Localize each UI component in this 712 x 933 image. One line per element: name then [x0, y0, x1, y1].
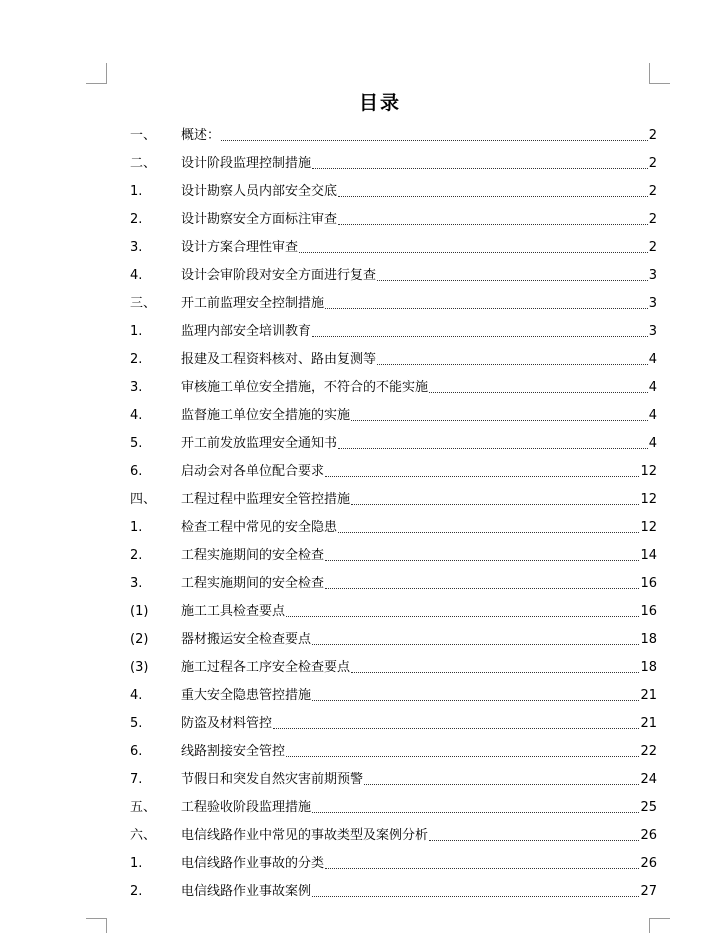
toc-entry-number: 3. [130, 576, 143, 591]
toc-entry-page: 3 [648, 268, 657, 283]
toc-dot-leader [377, 363, 648, 365]
toc-entry-page: 16 [640, 576, 657, 591]
toc-entry-text: 工程验收阶段监理措施 [181, 800, 312, 815]
toc-entry[interactable] [130, 400, 657, 428]
toc-entry[interactable] [130, 792, 657, 820]
toc-entry-text: 监理内部安全培训教育 [181, 324, 312, 339]
toc-entry-page: 4 [648, 352, 657, 367]
toc-entry-text: 启动会对各单位配合要求 [181, 464, 325, 479]
crop-mark-bottom-right [649, 918, 670, 933]
toc-dot-leader [338, 447, 648, 449]
toc-entry-page: 2 [648, 240, 657, 255]
toc-entry-number: 3. [130, 380, 143, 395]
toc-title: 目录 [358, 92, 401, 114]
toc-entry-page: 3 [648, 324, 657, 339]
toc-dot-leader [351, 671, 639, 673]
toc-entry-text: 器材搬运安全检查要点 [181, 632, 312, 647]
toc-dot-leader [429, 839, 639, 841]
toc-dot-leader [221, 139, 648, 141]
toc-entry-number: 6. [130, 744, 143, 759]
toc-entry-number: 五、 [130, 800, 157, 815]
toc-entry-number: 4. [130, 408, 143, 423]
toc-entry-page: 27 [640, 884, 657, 899]
toc-entry-page: 2 [648, 212, 657, 227]
toc-entry-number: 4. [130, 688, 143, 703]
toc-entry[interactable] [130, 876, 657, 904]
toc-dot-leader [312, 699, 639, 701]
toc-entry[interactable] [130, 624, 657, 652]
toc-dot-leader [325, 559, 639, 561]
toc-entry-page: 26 [640, 856, 657, 871]
toc-entry-page: 2 [648, 184, 657, 199]
toc-entry-number: 四、 [130, 492, 157, 507]
toc-entry-text: 检查工程中常见的安全隐患 [181, 520, 338, 535]
toc-entry-text: 工程实施期间的安全检查 [181, 576, 325, 591]
toc-entry[interactable] [130, 204, 657, 232]
toc-entry[interactable] [130, 120, 657, 148]
toc-entry-number: (1) [130, 604, 149, 619]
toc-entry[interactable] [130, 708, 657, 736]
toc-entry-page: 4 [648, 436, 657, 451]
toc-entry-number: 2. [130, 352, 143, 367]
toc-entry-number: 一、 [130, 128, 157, 143]
toc-dot-leader [325, 475, 639, 477]
toc-entry-text: 设计勘察安全方面标注审查 [181, 212, 338, 227]
toc-entry[interactable] [130, 316, 657, 344]
toc-entry-page: 2 [648, 156, 657, 171]
toc-entry[interactable] [130, 764, 657, 792]
toc-entry-text: 概述： [181, 128, 221, 143]
toc-dot-leader [286, 755, 639, 757]
toc-entry[interactable] [130, 344, 657, 372]
toc-entry-page: 4 [648, 380, 657, 395]
toc-entry-number: 4. [130, 268, 143, 283]
toc-entry-number: 6. [130, 464, 143, 479]
toc-dot-leader [312, 167, 648, 169]
toc-dot-leader [377, 279, 648, 281]
toc-entry-number: 六、 [130, 828, 157, 843]
toc-dot-leader [299, 251, 648, 253]
toc-entry-text: 施工工具检查要点 [181, 604, 286, 619]
toc-entry-page: 22 [640, 744, 657, 759]
toc-entry-text: 工程实施期间的安全检查 [181, 548, 325, 563]
toc-entry-page: 18 [640, 632, 657, 647]
toc-entry-text: 重大安全隐患管控措施 [181, 688, 312, 703]
toc-dot-leader [325, 867, 639, 869]
toc-entry[interactable] [130, 596, 657, 624]
toc-entry-page: 12 [640, 464, 657, 479]
crop-mark-top-right [649, 63, 670, 84]
toc-entry[interactable] [130, 568, 657, 596]
toc-entry-text: 开工前监理安全控制措施 [181, 296, 325, 311]
toc-entry-number: 2. [130, 548, 143, 563]
toc-dot-leader [338, 531, 639, 533]
toc-dot-leader [273, 727, 639, 729]
toc-entry[interactable] [130, 372, 657, 400]
toc-entry[interactable] [130, 512, 657, 540]
toc-entry[interactable] [130, 484, 657, 512]
toc-dot-leader [429, 391, 648, 393]
toc-entry[interactable] [130, 456, 657, 484]
toc-dot-leader [338, 223, 648, 225]
toc-entry-text: 施工过程各工序安全检查要点 [181, 660, 351, 675]
toc-dot-leader [286, 615, 639, 617]
toc-entry-text: 开工前发放监理安全通知书 [181, 436, 338, 451]
toc-entry-text: 节假日和突发自然灾害前期预警 [181, 772, 364, 787]
toc-entry-text: 电信线路作业事故案例 [181, 884, 312, 899]
toc-entry[interactable] [130, 428, 657, 456]
toc-entry[interactable] [130, 148, 657, 176]
toc-entry[interactable] [130, 652, 657, 680]
toc-entry-number: 7. [130, 772, 143, 787]
toc-dot-leader [312, 643, 639, 645]
toc-dot-leader [351, 419, 648, 421]
toc-entry[interactable] [130, 540, 657, 568]
crop-mark-bottom-left [86, 918, 107, 933]
toc-entry-text: 设计勘察人员内部安全交底 [181, 184, 338, 199]
toc-entry[interactable] [130, 288, 657, 316]
toc-entry-number: 2. [130, 884, 143, 899]
crop-mark-top-left [86, 63, 107, 84]
toc-entry-number: (3) [130, 660, 149, 675]
toc-entry-number: (2) [130, 632, 149, 647]
toc-entry[interactable] [130, 260, 657, 288]
toc-entry-page: 12 [640, 520, 657, 535]
toc-entry-page: 25 [640, 800, 657, 815]
toc-dot-leader [325, 587, 639, 589]
toc-entry-number: 1. [130, 324, 143, 339]
toc-entry[interactable] [130, 736, 657, 764]
toc-entry[interactable] [130, 680, 657, 708]
toc-entry-text: 电信线路作业中常见的事故类型及案例分析 [181, 828, 429, 843]
toc-entry-page: 2 [648, 128, 657, 143]
toc-entry-page: 21 [640, 716, 657, 731]
toc-dot-leader [351, 503, 639, 505]
toc-dot-leader [325, 307, 648, 309]
toc-entry-text: 线路割接安全管控 [181, 744, 286, 759]
toc-entry-page: 24 [640, 772, 657, 787]
toc-entry-page: 4 [648, 408, 657, 423]
toc-entry-text: 电信线路作业事故的分类 [181, 856, 325, 871]
toc-dot-leader [312, 811, 639, 813]
toc-entry-page: 26 [640, 828, 657, 843]
toc-dot-leader [338, 195, 648, 197]
toc-entry-text: 审核施工单位安全措施，不符合的不能实施 [181, 380, 429, 395]
toc-entry[interactable] [130, 848, 657, 876]
toc-entry-number: 二、 [130, 156, 157, 171]
toc-entry[interactable] [130, 176, 657, 204]
toc-dot-leader [364, 783, 639, 785]
toc-entry-page: 14 [640, 548, 657, 563]
toc-dot-leader [312, 335, 648, 337]
toc-entry-number: 1. [130, 184, 143, 199]
toc-entry-page: 16 [640, 604, 657, 619]
toc-entry-text: 设计阶段监理控制措施 [181, 156, 312, 171]
toc-list [130, 120, 657, 904]
toc-entry-page: 21 [640, 688, 657, 703]
toc-entry-text: 报建及工程资料核对、路由复测等 [181, 352, 377, 367]
toc-dot-leader [312, 895, 639, 897]
toc-entry-page: 12 [640, 492, 657, 507]
toc-entry-number: 三、 [130, 296, 157, 311]
toc-entry-page: 3 [648, 296, 657, 311]
toc-entry-number: 2. [130, 212, 143, 227]
toc-entry-number: 5. [130, 436, 143, 451]
toc-entry-text: 设计方案合理性审查 [181, 240, 299, 255]
toc-entry-page: 18 [640, 660, 657, 675]
toc-entry-number: 5. [130, 716, 143, 731]
toc-entry-text: 设计会审阶段对安全方面进行复查 [181, 268, 377, 283]
toc-entry-text: 工程过程中监理安全管控措施 [181, 492, 351, 507]
toc-entry-text: 防盗及材料管控 [181, 716, 273, 731]
toc-entry[interactable] [130, 820, 657, 848]
toc-entry-number: 3. [130, 240, 143, 255]
toc-entry-text: 监督施工单位安全措施的实施 [181, 408, 351, 423]
toc-entry-number: 1. [130, 856, 143, 871]
toc-entry[interactable] [130, 232, 657, 260]
toc-entry-number: 1. [130, 520, 143, 535]
